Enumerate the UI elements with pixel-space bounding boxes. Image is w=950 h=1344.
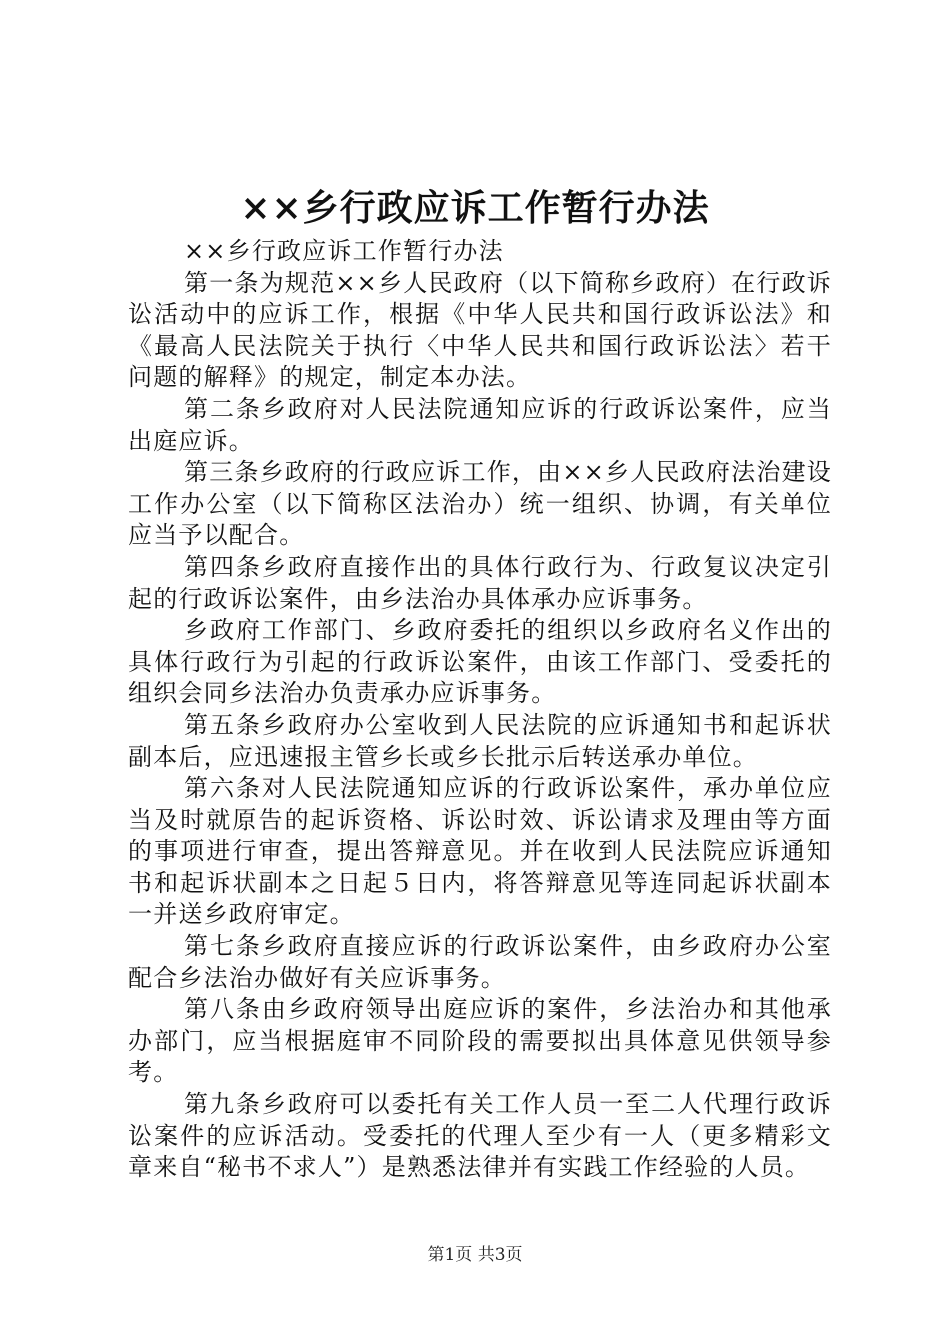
paragraph-article-3: 第三条乡政府的行政应诉工作，由××乡人民政府法治建设工作办公室（以下简称区法治办）统一组织、协调，有关单位应当予以配合。: [128, 458, 832, 550]
paragraph-article-7: 第七条乡政府直接应诉的行政诉讼案件，由乡政府办公室配合乡法治办做好有关应诉事务。: [128, 932, 832, 992]
page-number-footer: 第1页 共3页: [427, 1245, 523, 1265]
paragraph-article-6: 第六条对人民法院通知应诉的行政诉讼案件，承办单位应当及时就原告的起诉资格、诉讼时效、诉讼请求及理由等方面的事项进行审查，提出答辩意见。并在收到人民法院应诉通知书和起诉状副本之日起５日内，将答辩意见等连同起诉状副本一并送乡政府审定。: [128, 774, 832, 929]
paragraph-article-5: 第五条乡政府办公室收到人民法院的应诉通知书和起诉状副本后，应迅速报主管乡长或乡长批示后转送承办单位。: [128, 710, 832, 771]
document-body: [128, 236, 832, 1184]
paragraph-article-9: 第九条乡政府可以委托有关工作人员一至二人代理行政诉讼案件的应诉活动。受委托的代理人至少有一人（更多精彩文章来自“秘书不求人”）是熟悉法律并有实践工作经验的人员。: [128, 1090, 832, 1182]
paragraph-article-4: 第四条乡政府直接作出的具体行政行为、行政复议决定引起的行政诉讼案件，由乡法治办具体承办应诉事务。: [128, 552, 832, 613]
paragraph-article-2: 第二条乡政府对人民法院通知应诉的行政诉讼案件，应当出庭应诉。: [128, 394, 832, 455]
paragraph-article-8: 第八条由乡政府领导出庭应诉的案件，乡法治办和其他承办部门，应当根据庭审不同阶段的需要拟出具体意见供领导参考。: [128, 995, 832, 1087]
paragraph-heading: ××乡行政应诉工作暂行办法: [184, 237, 504, 265]
paragraph-article-1: 第一条为规范××乡人民政府（以下简称乡政府）在行政诉讼活动中的应诉工作，根据《中华人民共和国行政诉讼法》和《最高人民法院关于执行〈中华人民共和国行政诉讼法〉若干问题的解释》的规定，制定本办法。: [128, 268, 832, 392]
document-title: ××乡行政应诉工作暂行办法: [240, 187, 710, 229]
paragraph-article-4-clause-2: 乡政府工作部门、乡政府委托的组织以乡政府名义作出的具体行政行为引起的行政诉讼案件，由该工作部门、受委托的组织会同乡法治办负责承办应诉事务。: [128, 616, 832, 708]
